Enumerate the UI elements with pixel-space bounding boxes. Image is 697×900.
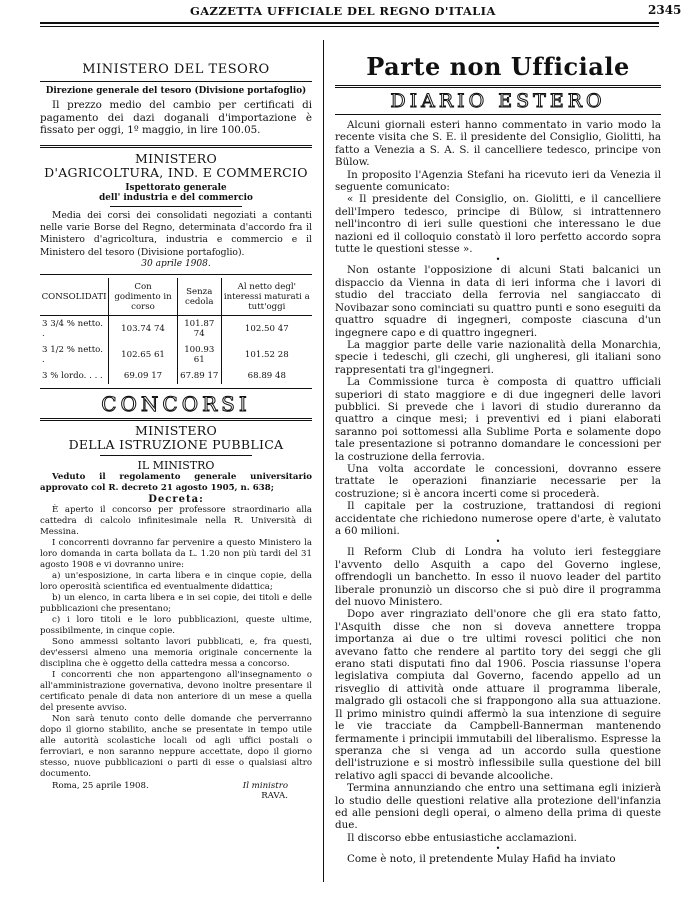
il-ministro-title: IL MINISTRO — [137, 459, 215, 473]
rule — [335, 85, 661, 88]
table-cell: 3 3/4 % netto. . — [42, 319, 103, 340]
table-cell: 3 1/2 % netto. . — [42, 345, 103, 366]
concorsi-paragraph: a) un'esposizione, in carta libera e in cinque copie, della loro operosità scientifica ed eventualmente didattica; — [40, 571, 312, 593]
table-cell: 101.52 28 — [221, 342, 312, 368]
rule — [100, 455, 252, 456]
article-paragraph: Il Reform Club di Londra ha voluto ieri festeggiare l'avvento dello Asquith a capo del Governo inglese, offrendogli un banchetto. In esso il nuovo leader del partito liberale pronunziò un discorso che si può dire il programma del nuovo Ministero. — [335, 546, 661, 609]
column-divider — [323, 40, 324, 882]
article-paragraph: La Commissione turca è composta di quattro ufficiali superiori di stato maggiore e di due ingegneri delle lavori pubblici. Si prevede che i lavori di studio dureranno da quattro a cinque mesi; i preventivi ed i piani elaborati saranno poi sottomessi alla Sublime Porta e solamente dopo tale presentazione si potranno domandare le concessioni per la costruzione della ferrovia. — [335, 376, 661, 463]
table-cell: 103.74 74 — [109, 316, 178, 343]
concorsi-paragraph: È aperto il concorso per professore straordinario alla cattedra di calcolo infinitesimale nella R. Università di Messina. — [40, 505, 312, 538]
istruzione-title-1: MINISTERO — [135, 423, 217, 439]
diario-estero-heading: DIARIO ESTERO — [390, 90, 606, 112]
signature-title: Il ministro — [242, 781, 288, 792]
rule — [110, 206, 242, 207]
concorsi-banner: CONCORSI — [101, 392, 251, 417]
rule — [40, 418, 312, 421]
place-date: Roma, 25 aprile 1908. — [52, 781, 149, 792]
article-paragraph: Come è noto, il pretendente Mulay Hafid ha inviato — [347, 853, 616, 866]
table-header: Con godimento in corso — [109, 278, 178, 316]
table-cell: 102.65 61 — [109, 342, 178, 368]
separator-dot: • — [495, 537, 501, 547]
separator-dot: • — [495, 844, 501, 854]
article-paragraph: « Il presidente del Consiglio, on. Giolitti, e il cancelliere dell'Impero tedesco, principe di Bülow, si intrattennero nell'incontro di ieri sulle questioni che interessano le due nazioni ed il colloquio constatò il loro perfetto accordo sopra tutte le questioni stesse ». — [335, 193, 661, 256]
rule — [40, 274, 312, 275]
article-paragraph: Una volta accordate le concessioni, dovranno essere trattate le operazioni finanziarie necessarie per la costruzione; si è ancora incerti come si procederà. — [335, 462, 661, 500]
gazette-title: GAZZETTA UFFICIALE DEL REGNO D'ITALIA — [190, 4, 496, 18]
concorsi-paragraph: b) un elenco, in carta libera e in sei copie, dei titoli e delle pubblicazioni che presentano; — [40, 593, 312, 615]
agri-title-1: MINISTERO — [135, 150, 217, 166]
article-paragraph: Il capitale per la costruzione, trattandosi di regioni accidentate che richiedono numerose opere d'arte, è valutato a 60 milioni. — [335, 500, 661, 537]
article-paragraph: In proposito l'Agenzia Stefani ha ricevuto ieri da Venezia il seguente comunicato: — [335, 168, 661, 194]
agri-subtitle-2: dell' industria e del commercio — [99, 192, 253, 203]
rule — [40, 145, 312, 148]
table-header: CONSOLIDATI — [40, 278, 109, 316]
concorsi-paragraph: I concorrenti che non appartengono all'insegnamento o all'amministrazione governativa, devono inoltre presentare il certificato penale di data non anteriore di un mese a quella del presente avviso. — [40, 670, 312, 714]
article-paragraph: La maggior parte delle varie nazionalità della Monarchia, specie i tedeschi, gli czechi, gli ungheresi, gli italiani sono rappresentati tra gl'ingegneri. — [335, 338, 661, 376]
table-cell: 69.09 17 — [109, 368, 178, 384]
article-paragraph: Termina annunziando che entro una settimana egli inizierà lo studio delle questioni relative alla protezione dell'infanzia ed alle pensioni degli operai, o almeno della prima di queste due. — [335, 782, 661, 832]
parte-non-ufficiale-banner: Parte non Ufficiale — [366, 52, 630, 81]
concorsi-paragraph: Non sarà tenuto conto delle domande che perverranno dopo il giorno stabilito, anche se presentate in tempo utile alle autorità scolastiche locali od agli uffici postali o ferroviari, e non saranno neppure accettate, dopo il giorno stesso, nuove pubblicazioni o parti di esse o qualsiasi altro documento. — [40, 714, 312, 780]
decreta-heading: Decreta: — [148, 494, 204, 506]
right-column — [335, 52, 661, 866]
rule — [40, 81, 312, 82]
article-paragraph: Alcuni giornali esteri hanno commentato in vario modo la recente visita che S. E. il presidente del Consiglio, Giolitti, ha fatto a Venezia a S. A. S. il cancelliere tedesco, principe von Bülow. — [335, 119, 661, 169]
table-cell: 100.93 61 — [177, 342, 221, 368]
istruzione-title-2: DELLA ISTRUZIONE PUBBLICA — [68, 437, 284, 453]
table-header: Al netto degl' interessi maturati a tutt'oggi — [221, 278, 312, 316]
table-cell: 68.89 48 — [221, 368, 312, 384]
table-cell: 67.89 17 — [177, 368, 221, 384]
header-rule — [40, 22, 659, 24]
separator-dot: • — [495, 255, 501, 265]
concorsi-paragraph: c) i loro titoli e le loro pubblicazioni, queste ultime, possibilmente, in cinque copie. — [40, 615, 312, 637]
table-row — [40, 368, 312, 384]
agri-title-2: D'AGRICOLTURA, IND. E COMMERCIO — [44, 164, 308, 180]
table-cell: 102.50 47 — [221, 316, 312, 343]
header-rule-thin — [40, 26, 659, 27]
tesoro-body: Il prezzo medio del cambio per certificati di pagamento dei dazi doganali d'importazione è fissato per oggi, 1º maggio, in lire 100.05. — [40, 99, 312, 137]
concorsi-paragraph: I concorrenti dovranno far pervenire a questo Ministero la loro domanda in carta bollata da L. 1.20 non più tardi del 31 agosto 1908 e vi dovranno unire: — [40, 538, 312, 571]
article-paragraph: Il discorso ebbe entusiastiche acclamazioni. — [347, 831, 577, 844]
left-column — [40, 62, 312, 801]
agri-date: 30 aprile 1908. — [141, 258, 211, 269]
table-cell: 3 % lordo. . . . — [42, 371, 103, 382]
rule — [40, 388, 312, 389]
signature-name: RAVA. — [261, 791, 288, 802]
article-paragraph: Dopo aver ringraziato dell'onore che gli era stato fatto, l'Asquith disse che non si doveva annettere troppa importanza ai due o tre ultimi rovesci politici che non avevano fatto che rendere al partito tory dei seggi che gli erano stati disputati fino dal 1906. Poscia riassunse l'opera legislativa compiuta dal Governo, facendo appello ad un risveglio di attività onde attuare il programma liberale, malgrado gli ostacoli che si frappongono alla sua attuazione. Il primo ministro quindi affermò la sua intenzione di seguire le vie tracciate da Campbell-Bannerman mantenendo fermamente i principii immutabili del liberalismo. Espresse la speranza che si venga ad un accordo sulla questione dell'istruzione e si mostrò inflessibile sulla questione del bill relativo agli spacci di bevande alcooliche. — [335, 608, 661, 782]
tesoro-title: MINISTERO DEL TESORO — [82, 62, 270, 77]
table-row — [40, 342, 312, 368]
consolidati-table — [40, 278, 312, 385]
page-number: 2345 — [648, 3, 682, 17]
table-row — [40, 316, 312, 343]
table-header: Senza cedola — [177, 278, 221, 316]
table-cell: 101.87 74 — [177, 316, 221, 343]
veduto-text: Veduto il regolamento generale universitario approvato col R. decreto 21 agosto 1905, n. 638; — [40, 472, 312, 494]
agri-body: Media dei corsi dei consolidati negoziati a contanti nelle varie Borse del Regno, determinata d'accordo fra il Ministero d'agricoltura, industria e commercio e il Ministero del tesoro (Divisione portafoglio). — [40, 209, 312, 258]
tesoro-subtitle: Direzione generale del tesoro (Divisione portafoglio) — [45, 86, 307, 96]
rule — [335, 114, 661, 115]
agri-subtitle-1: Ispettorato generale — [125, 182, 227, 193]
concorsi-paragraph: Sono ammessi soltanto lavori pubblicati, e, fra questi, dev'essersi almeno una memoria originale concernente la disciplina che è oggetto della cattedra messa a concorso. — [40, 637, 312, 670]
article-paragraph: Non ostante l'opposizione di alcuni Stati balcanici un dispaccio da Vienna in data di ieri informa che i lavori di studio del tracciato della ferrovia nel sangiaccato di Novibazar sono cominciati su quattro punti e sono eseguiti da quattro squadre di ingegneri, composte ciascuna d'un ingegnere capo e di quattro ingegneri. — [335, 264, 661, 339]
